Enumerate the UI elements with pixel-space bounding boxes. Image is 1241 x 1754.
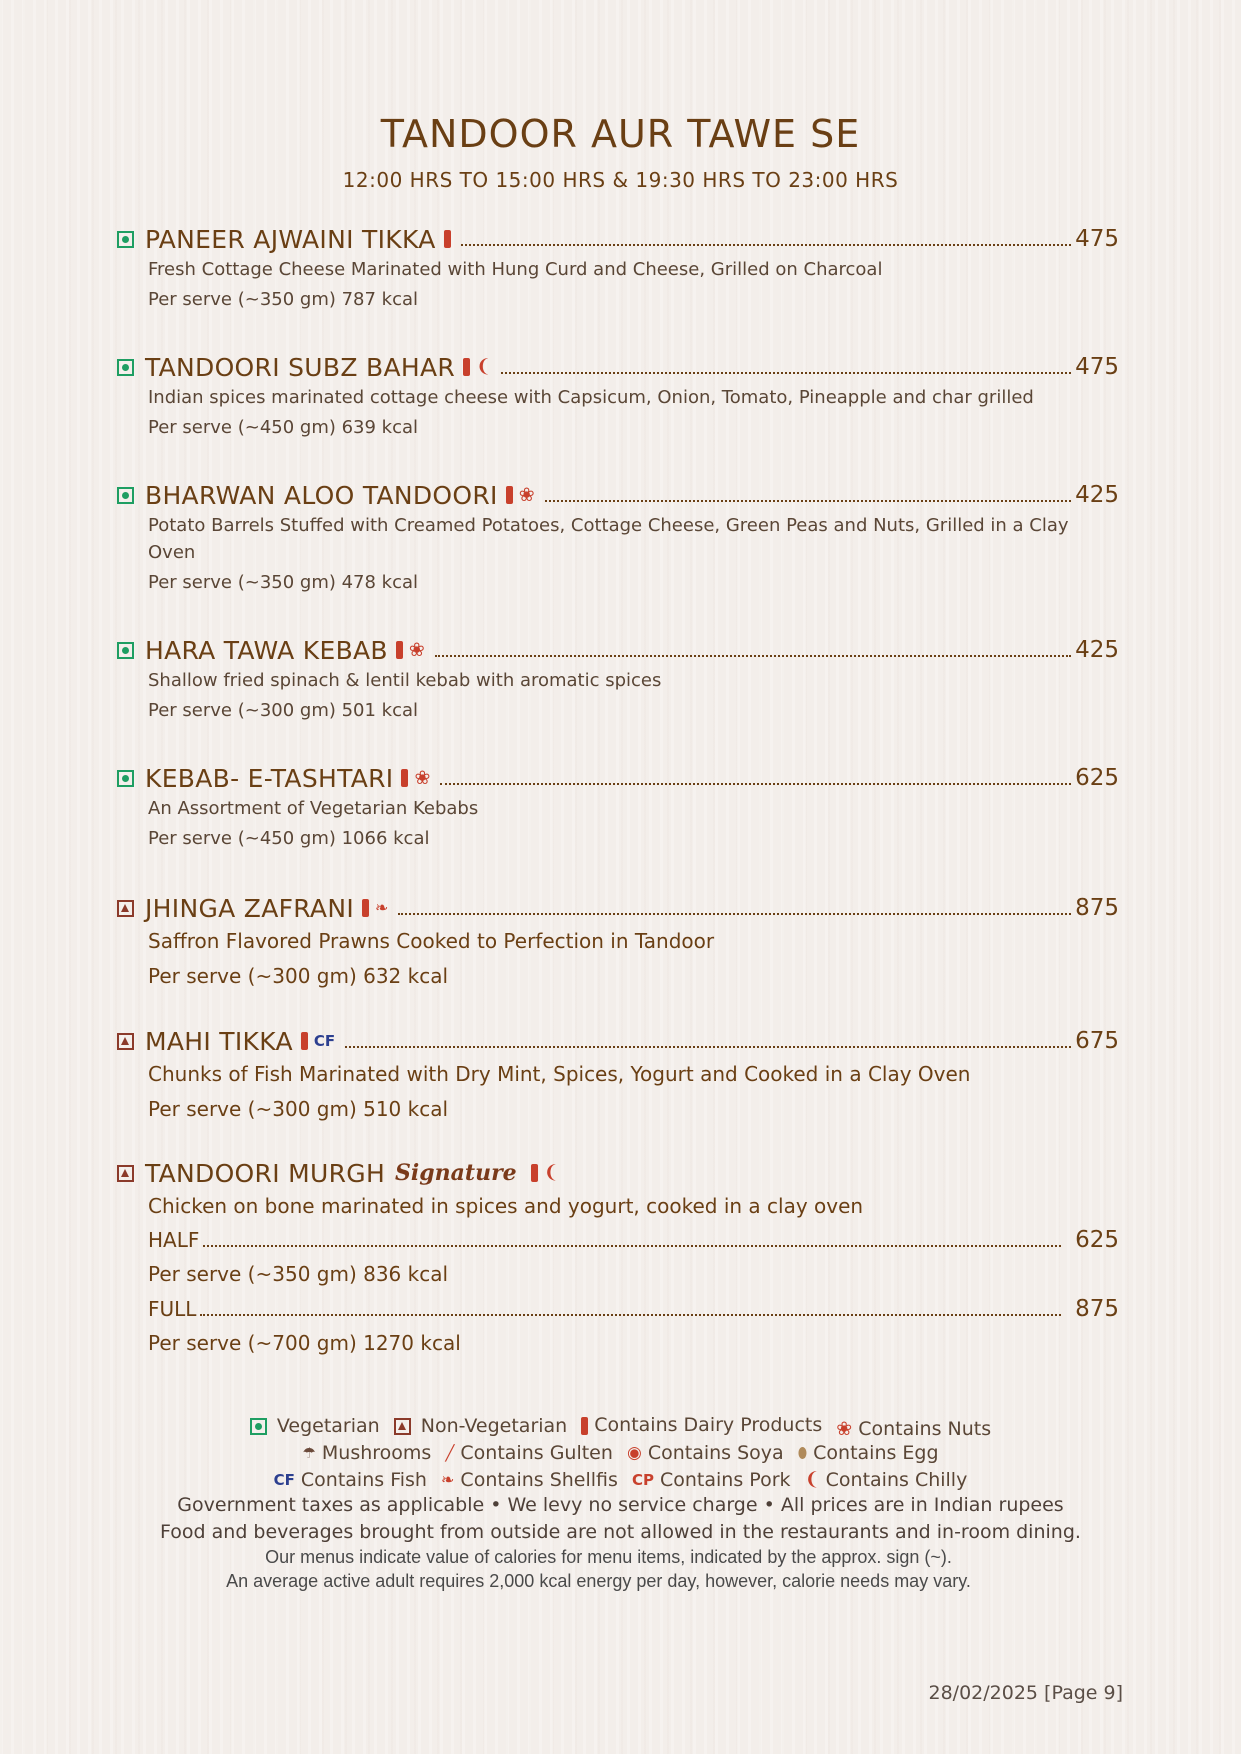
dish-name: TANDOORI MURGH [145, 1158, 386, 1188]
nuts-icon: ❀ [836, 1417, 853, 1440]
dish-tags [401, 766, 436, 789]
dish-price: 625 [1075, 765, 1119, 791]
dairy-icon [396, 641, 403, 659]
dish-price: 875 [1075, 895, 1119, 921]
dish-description: Fresh Cottage Cheese Marinated with Hung Curd and Cheese, Grilled on Charcoal [148, 259, 883, 280]
legend-pork [632, 1467, 791, 1494]
legend-label: Vegetarian [276, 1414, 380, 1437]
legend-non-vegetarian [394, 1413, 567, 1440]
pork-icon: CP [631, 1471, 654, 1489]
vegetarian-icon [250, 1418, 267, 1435]
menu-item-header [117, 1024, 1119, 1058]
page-title: TANDOOR AUR TAWE SE [380, 112, 861, 156]
dish-serving: Per serve (~300 gm) 501 kcal [148, 700, 419, 721]
dish-serving: Per serve (~450 gm) 639 kcal [148, 417, 419, 438]
dot-leader [345, 1046, 1071, 1048]
non-vegetarian-icon [394, 1418, 411, 1435]
dish-tags [463, 358, 497, 376]
legend-dairy [581, 1412, 822, 1439]
menu-item [117, 1024, 1119, 1127]
legend-egg [798, 1440, 939, 1467]
dish-name: KEBAB- E-TASHTARI [145, 763, 394, 793]
legend-row-2 [0, 1439, 1241, 1467]
legend-mushrooms [302, 1440, 431, 1467]
legend-label: Contains Fish [300, 1469, 427, 1491]
legend-label: Contains Chilly [825, 1468, 968, 1491]
service-hours: 12:00 HRS TO 15:00 HRS & 19:30 HRS TO 23:00 HRS [342, 168, 899, 192]
dish-name: TANDOORI SUBZ BAHAR [145, 352, 456, 382]
legend-row-3 [0, 1466, 1241, 1494]
legend-label: Contains Nuts [858, 1417, 992, 1440]
gluten-icon: ╱ [445, 1444, 455, 1462]
non-vegetarian-icon [117, 1165, 134, 1182]
dot-leader [440, 783, 1071, 785]
variant-serving: Per serve (~700 gm) 1270 kcal [148, 1331, 461, 1355]
variant-half [148, 1223, 1119, 1256]
legend-label: Contains Pork [660, 1469, 791, 1491]
dot-leader [398, 913, 1071, 915]
dairy-icon [301, 1032, 308, 1050]
dish-price: 425 [1075, 482, 1119, 508]
dish-serving: Per serve (~350 gm) 478 kcal [148, 572, 419, 593]
dish-serving: Per serve (~450 gm) 1066 kcal [148, 828, 430, 849]
legend-label: Contains Dairy Products [594, 1414, 823, 1436]
variant-label: FULL [148, 1296, 197, 1321]
legend-vegetarian [250, 1413, 380, 1440]
dish-price: 675 [1075, 1028, 1119, 1054]
fish-icon: CF [273, 1471, 295, 1489]
dish-description: An Assortment of Vegetarian Kebabs [148, 798, 479, 819]
calories-note-2: An average active adult requires 2,000 kcal energy per day, however, calorie needs may vary. [226, 1571, 971, 1591]
dairy-icon [531, 1164, 538, 1182]
dot-leader [501, 372, 1071, 374]
menu-item [117, 1156, 1119, 1361]
legend-label: Contains Shellfis [460, 1468, 618, 1491]
menu-item-header [117, 222, 1119, 256]
dish-name: MAHI TIKKA [145, 1026, 293, 1056]
dish-name: JHINGA ZAFRANI [145, 893, 355, 923]
dish-tags [506, 483, 541, 506]
dish-price: 475 [1075, 354, 1119, 380]
menu-item [117, 350, 1119, 444]
dish-tags [444, 230, 457, 248]
legend-gluten [445, 1440, 613, 1467]
dish-tags [396, 638, 431, 661]
legend-fish [274, 1467, 427, 1494]
dish-description: Chicken on bone marinated in spices and yogurt, cooked in a clay oven [148, 1194, 864, 1218]
dot-leader [545, 500, 1071, 502]
dish-price: 425 [1075, 637, 1119, 663]
egg-icon: ⬮ [797, 1444, 808, 1462]
vegetarian-icon [117, 770, 134, 787]
dairy-icon [506, 486, 513, 504]
dairy-icon [463, 358, 470, 376]
calories-note-1: Our menus indicate value of calories for menu items, indicated by the approx. sign (~). [265, 1547, 952, 1567]
menu-item [117, 222, 1119, 316]
dish-name: BHARWAN ALOO TANDOORI [145, 480, 498, 510]
chilly-icon: ❨ [476, 356, 492, 377]
vegetarian-icon [117, 231, 134, 248]
menu-item-header [117, 891, 1119, 925]
variant-label: HALF [148, 1227, 200, 1252]
dish-name: HARA TAWA KEBAB [145, 635, 388, 665]
menu-item-header [117, 350, 1119, 384]
dish-description: Potato Barrels Stuffed with Creamed Potatoes, Cottage Cheese, Green Peas and Nuts, Grilled in a Clay Oven [148, 515, 1069, 563]
dairy-icon [362, 899, 369, 917]
menu-item [117, 478, 1119, 599]
dish-description: Chunks of Fish Marinated with Dry Mint, Spices, Yogurt and Cooked in a Clay Oven [148, 1062, 971, 1086]
dot-leader [200, 1314, 1061, 1316]
vegetarian-icon [117, 642, 134, 659]
page-footer: 28/02/2025 [Page 9] [928, 1682, 1123, 1704]
dish-tags [531, 1164, 565, 1182]
variant-price: 625 [1075, 1226, 1119, 1253]
legend-label: Contains Soya [647, 1442, 784, 1464]
dot-leader [461, 244, 1071, 246]
legend-shellfish [441, 1467, 618, 1494]
dish-name: PANEER AJWAINI TIKKA [145, 224, 436, 254]
legend-chilly [805, 1467, 968, 1494]
dish-description: Indian spices marinated cottage cheese with Capsicum, Onion, Tomato, Pineapple and char grilled [148, 387, 1034, 408]
dairy-icon [581, 1417, 588, 1435]
menu-item [117, 633, 1119, 727]
dish-tags [362, 899, 394, 917]
legend-row-1 [0, 1412, 1241, 1443]
menu-item-header [117, 761, 1119, 795]
chilly-icon: ❨ [543, 1162, 559, 1183]
menu-item-header [117, 1156, 1119, 1190]
shellfish-icon: ❧ [375, 898, 389, 917]
signature-badge: Signature [395, 1160, 517, 1186]
dish-serving: Per serve (~350 gm) 787 kcal [148, 289, 419, 310]
non-vegetarian-icon [117, 900, 134, 917]
chilly-icon: ❨ [804, 1469, 820, 1490]
menu-item [117, 761, 1119, 855]
menu-item [117, 891, 1119, 994]
variant-full [148, 1292, 1119, 1325]
legend-soya [627, 1440, 784, 1467]
dish-price: 475 [1075, 226, 1119, 252]
nuts-icon: ❀ [408, 638, 425, 661]
dairy-icon [444, 230, 451, 248]
outside-food-note: Food and beverages brought from outside are not allowed in the restaurants and in-room dining. [160, 1521, 1081, 1543]
shellfish-icon: ❧ [441, 1470, 455, 1489]
variant-price: 875 [1075, 1295, 1119, 1322]
legend-label: Mushrooms [321, 1442, 432, 1464]
variant-serving: Per serve (~350 gm) 836 kcal [148, 1262, 449, 1286]
dot-leader [435, 655, 1071, 657]
soya-icon: ◉ [626, 1443, 642, 1463]
legend-label: Contains Gulten [460, 1442, 613, 1464]
vegetarian-icon [117, 487, 134, 504]
taxes-note: Government taxes as applicable • We levy no service charge • All prices are in Indian rupees [177, 1494, 1064, 1516]
dish-serving: Per serve (~300 gm) 632 kcal [148, 964, 449, 988]
mushroom-icon: ☂ [302, 1444, 316, 1462]
dairy-icon [401, 769, 408, 787]
legend-label: Contains Egg [813, 1442, 939, 1464]
dish-tags [301, 1032, 341, 1050]
fish-icon: CF [313, 1031, 336, 1050]
dot-leader [203, 1245, 1061, 1247]
dish-serving: Per serve (~300 gm) 510 kcal [148, 1097, 449, 1121]
menu-item-header [117, 478, 1119, 512]
vegetarian-icon [117, 359, 134, 376]
legend-label: Non-Vegetarian [420, 1414, 568, 1437]
dish-description: Shallow fried spinach & lentil kebab with aromatic spices [148, 670, 662, 691]
menu-item-header [117, 633, 1119, 667]
non-vegetarian-icon [117, 1033, 134, 1050]
dish-description: Saffron Flavored Prawns Cooked to Perfection in Tandoor [148, 929, 715, 953]
nuts-icon: ❀ [414, 766, 431, 789]
nuts-icon: ❀ [518, 483, 535, 506]
